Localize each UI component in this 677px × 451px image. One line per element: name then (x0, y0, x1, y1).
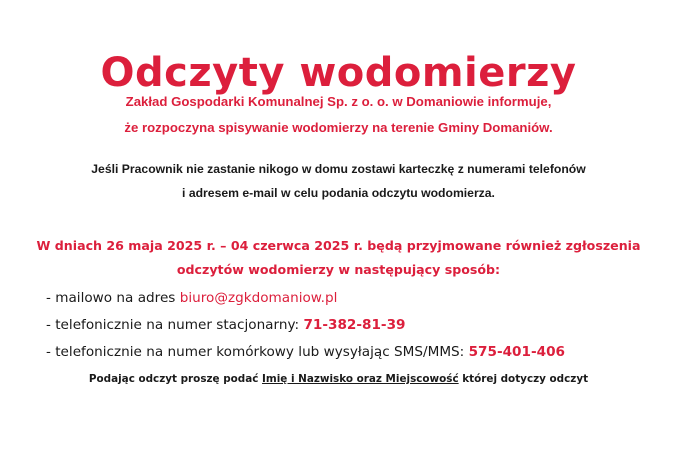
method-email-label: - mailowo na adres (46, 290, 180, 306)
dates-line-1: W dniach 26 maja 2025 r. – 04 czerwca 2025 r. będą przyjmowane również zgłoszenia (36, 238, 641, 253)
intro-line-2: że rozpoczyna spisywanie wodomierzy na terenie Gminy Domaniów. (124, 120, 553, 135)
mobile-number: 575-401-406 (468, 344, 565, 360)
method-landline (46, 316, 406, 334)
intro-line-1: Zakład Gospodarki Komunalnej Sp. z o. o. w Domaniowie informuje, (125, 94, 552, 109)
notice-line-1: Jeśli Pracownik nie zastanie nikogo w domu zostawi karteczkę z numerami telefonów (91, 162, 586, 176)
method-mobile (46, 343, 565, 361)
method-mobile-label: - telefonicznie na numer komórkowy lub wysyłając SMS/MMS: (46, 344, 469, 360)
landline-number: 71-382-81-39 (303, 317, 406, 333)
footer-underlined: Imię i Nazwisko oraz Miejscowość (262, 373, 459, 385)
dates-line-2: odczytów wodomierzy w następujący sposób: (176, 262, 501, 277)
page-title: Odczyty wodomierzy (100, 49, 577, 96)
notice-line-2: i adresem e-mail w celu podania odczytu wodomierza. (182, 186, 495, 200)
footer-before: Podając odczyt proszę podać (88, 373, 263, 385)
method-email (46, 289, 337, 307)
email-link[interactable]: biuro@zgkdomaniow.pl (179, 290, 338, 306)
method-landline-label: - telefonicznie na numer stacjonarny: (46, 317, 304, 333)
footer-note (0, 372, 677, 386)
footer-after: której dotyczy odczyt (458, 373, 589, 385)
